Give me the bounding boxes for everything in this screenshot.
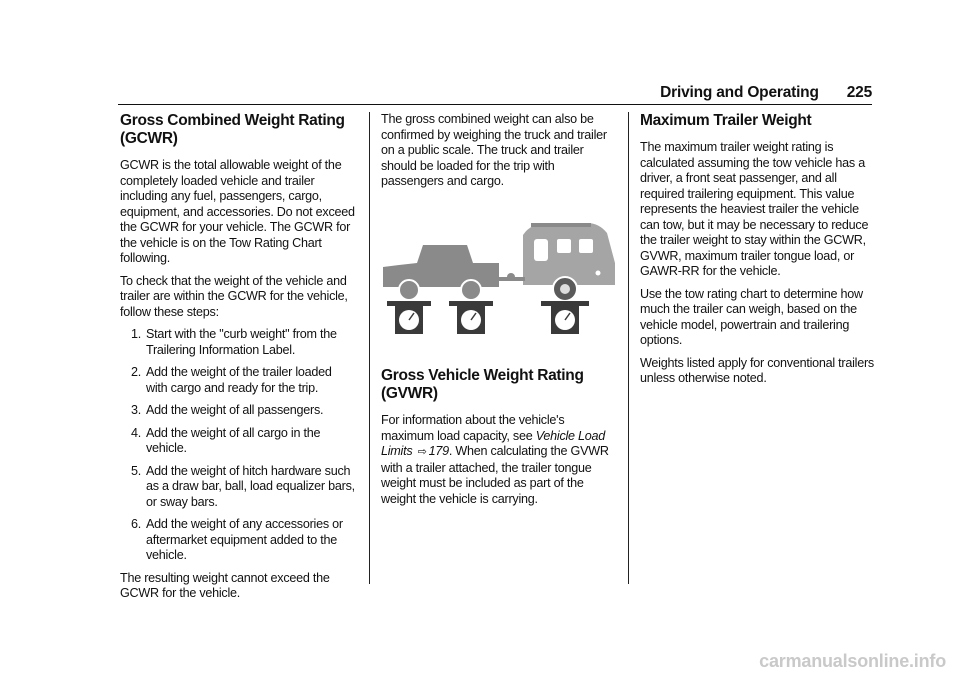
gcwr-heading: Gross Combined Weight Rating (GCWR) [120,112,345,147]
max-trailer-paragraph-3: Weights listed apply for conventional trailers unless otherwise noted. [640,355,874,385]
page-ref-number[interactable]: 179 [428,444,449,458]
list-item: 2. Add the weight of the trailer loaded with cargo and ready for the trip. [130,365,332,395]
column-1 [120,112,356,609]
max-trailer-paragraph-1: The maximum trailer weight rating is calculated assuming the tow vehicle has a driver, a front seat passenger, and all required trailering equipment. This value represents the heaviest trailer the vehicle can tow, but it may be necessary to reduce the trailer weight to stay within the GCWR, GVWR, maximum trailer tongue load, or GAWR-RR for the vehicle. [640,140,869,278]
page-number: 225 [846,84,872,101]
list-item: 5. Add the weight of hitch hardware such as a draw bar, ball, load equalizer bars, or sway bars. [130,463,355,509]
page-ref-arrow-icon: ⇨ [417,446,427,458]
header-rule [118,104,872,105]
column-divider-1 [369,112,370,584]
section-title: Driving and Operating [660,84,819,101]
page-header [660,84,872,102]
max-trailer-paragraph-2: Use the tow rating chart to determine how much the trailer can weigh, based on the vehicle model, powertrain and trailering options. [640,286,863,347]
truck-trailer-scale-illustration [381,217,617,335]
list-item: 1. Start with the "curb weight" from the Trailering Information Label. [130,327,337,357]
public-scale-paragraph: The gross combined weight can also be confirmed by weighing the truck and trailer on a public scale. The truck and trailer should be loaded for the trip with passengers and cargo. [381,112,607,188]
column-divider-2 [628,112,629,584]
list-item: 6. Add the weight of any accessories or aftermarket equipment added to the vehicle. [130,517,343,562]
gcwr-paragraph-2: To check that the weight of the vehicle and trailer are within the GCWR for the vehicle, follow these steps: [120,273,348,319]
max-trailer-weight-heading: Maximum Trailer Weight [640,112,812,129]
gcwr-paragraph-1: GCWR is the total allowable weight of the completely loaded vehicle and trailer including any fuel, passengers, cargo, equipment, and accessories. Do not exceed the GCWR for your vehicle. The GCWR for the vehicle is on the Tow Rating Chart following. [120,158,355,265]
gcwr-steps-list [120,327,356,564]
column-2 [381,112,617,514]
watermark: carmanualsonline.info [759,651,946,671]
list-item: 4. Add the weight of all cargo in the vehicle. [130,425,321,455]
column-3 [640,112,876,394]
gvwr-heading: Gross Vehicle Weight Rating (GVWR) [381,367,584,402]
list-item: 3. Add the weight of all passengers. [130,403,324,417]
vehicle-load-limits-link[interactable]: Vehicle Load Limits [381,428,606,458]
gcwr-paragraph-3: The resulting weight cannot exceed the GCWR for the vehicle. [120,570,330,600]
gvwr-paragraph: For information about the vehicle's maximum load capacity, see Vehicle Load Limits ⇨ 179. When calculating the GVWR with a trailer attached, the trailer tongue weight must be included as part of the weight the vehicle is carrying. [381,413,609,506]
